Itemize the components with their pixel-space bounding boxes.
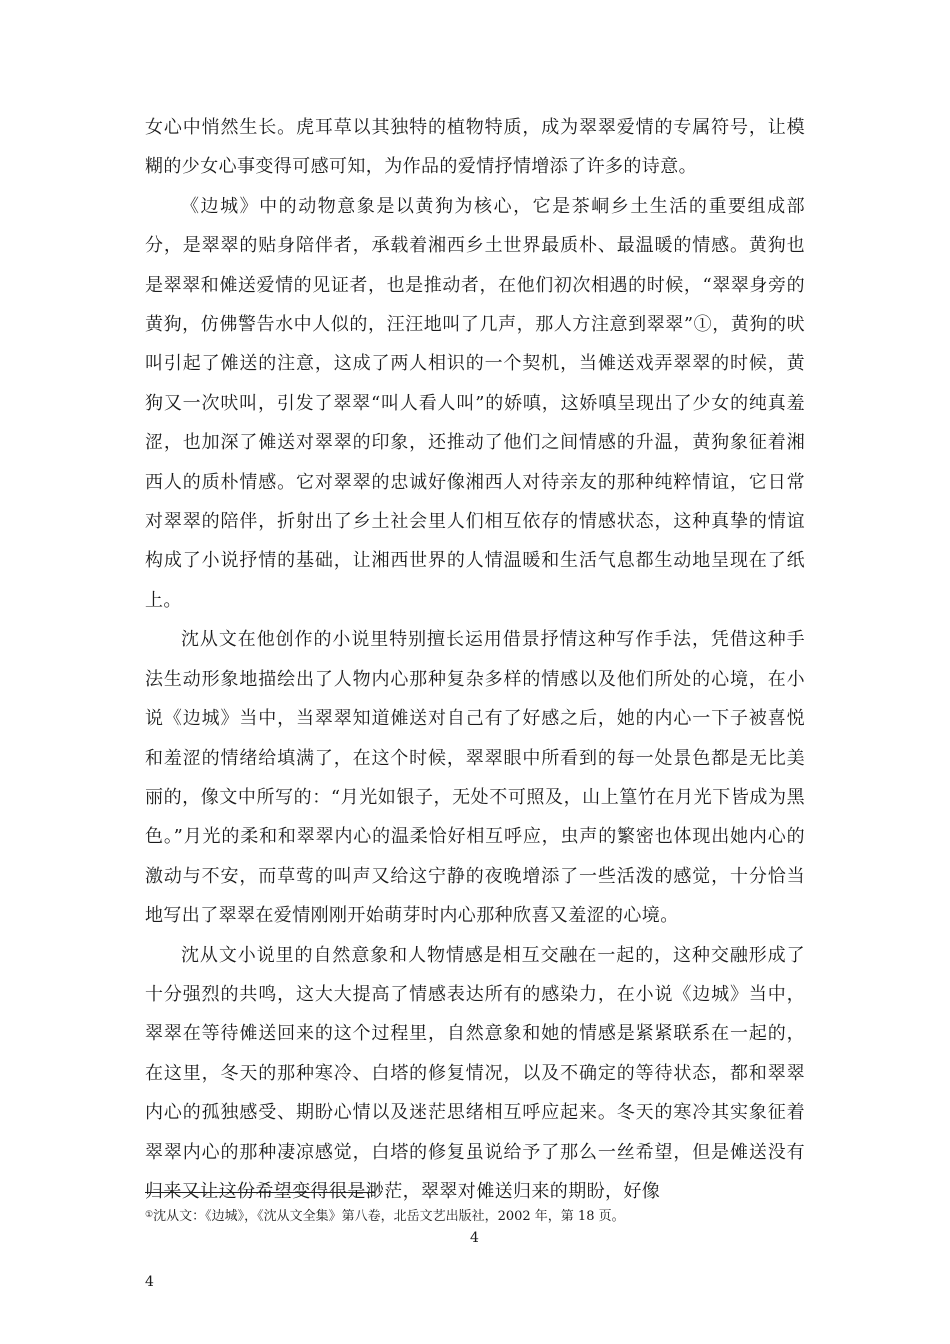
page-number-footer: 4 bbox=[145, 1274, 154, 1290]
body-text bbox=[145, 108, 805, 1211]
paragraph-scenery-emotion: 沈从文在他创作的小说里特别擅长运用借景抒情这种写作手法，凭借这种手法生动形象地描绘出了人物内心那种复杂多样的情感以及他们所处的心境，在小说《边城》当中，当翠翠知道傩送对自己有了好感之后，她的内心一下子被喜悦和羞涩的情绪给填满了，在这个时候，翠翠眼中所看到的每一处景色都是无比美丽的，像文中所写的：“月光如银子，无处不可照及，山上篁竹在月光下皆成为黑色。”月光的柔和和翠翠内心的温柔恰好相互呼应，虫声的繁密也体现出她内心的激动与不安，而草莺的叫声又给这宁静的夜晚增添了一些活泼的感觉，十分恰当地写出了翠翠在爱情刚刚开始萌芽时内心那种欣喜又羞涩的心境。 bbox=[145, 629, 805, 927]
footnote bbox=[145, 1208, 845, 1226]
footnote-text: 沈从文：《边城》，《沈从文全集》第八卷，北岳文艺出版社，2002 年，第 18 页。 bbox=[153, 1209, 625, 1224]
paragraph-nature-fusion: 沈从文小说里的自然意象和人物情感是相互交融在一起的，这种交融形成了十分强烈的共鸣，这大大提高了情感表达所有的感染力，在小说《边城》当中，翠翠在等待傩送回来的这个过程里，自然意象和她的情感是紧紧联系在一起的，在这里，冬天的那种寒冷、白塔的修复情况，以及不确定的等待状态，都和翠翠内心的孤独感受、期盼心情以及迷茫思绪相互呼应起来。冬天的寒冷其实象征着翠翠内心的那种凄凉感觉，白塔的修复虽说给予了那么一丝希望，但是傩送没有归来又让这份希望变得很是渺茫，翠翠对傩送归来的期盼，好像 bbox=[145, 944, 805, 1202]
page-number: 4 bbox=[470, 1230, 479, 1246]
footnote-marker: ① bbox=[145, 1210, 154, 1220]
footnote-divider bbox=[145, 1192, 375, 1193]
paragraph-yellow-dog: 《边城》中的动物意象是以黄狗为核心，它是茶峒乡土生活的重要组成部分，是翠翠的贴身陪伴者，承载着湘西乡土世界最质朴、最温暖的情感。黄狗也是翠翠和傩送爱情的见证者，也是推动者，在他们初次相遇的时候，“翠翠身旁的黄狗，仿佛警告水中人似的，汪汪地叫了几声，那人方注意到翠翠”①，黄狗的吠叫引起了傩送的注意，这成了两人相识的一个契机，当傩送戏弄翠翠的时候，黄狗又一次吠叫，引发了翠翠“叫人看人叫”的娇嗔，这娇嗔呈现出了少女的纯真羞涩，也加深了傩送对翠翠的印象，还推动了他们之间情感的升温，黄狗象征着湘西人的质朴情感。它对翠翠的忠诚好像湘西人对待亲友的那种纯粹情谊，它日常对翠翠的陪伴，折射出了乡土社会里人们相互依存的情感状态，这种真挚的情谊构成了小说抒情的基础，让湘西世界的人情温暖和生活气息都生动地呈现在了纸上。 bbox=[145, 195, 805, 611]
paragraph-continued: 女心中悄然生长。虎耳草以其独特的植物特质，成为翠翠爱情的专属符号，让模糊的少女心事变得可感可知，为作品的爱情抒情增添了许多的诗意。 bbox=[145, 117, 805, 178]
